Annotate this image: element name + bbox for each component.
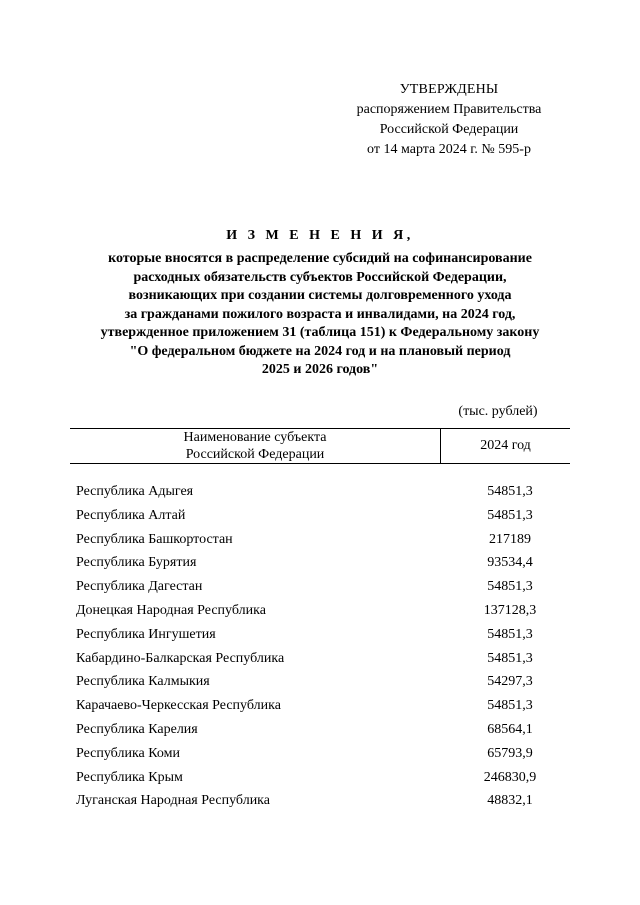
- subsidy-value: 217189: [489, 531, 531, 547]
- header-year: 2024 год: [480, 438, 531, 453]
- subsidy-value: 65793,9: [487, 745, 533, 761]
- header-subject-line-2: Российской Федерации: [185, 447, 325, 462]
- table-body: [76, 480, 570, 813]
- table-row: [76, 694, 570, 718]
- subtitle-line: которые вносятся в распределение субсидий на софинансирование: [108, 251, 532, 266]
- table-row: [76, 742, 570, 766]
- subsidy-value: 246830,9: [483, 769, 537, 785]
- subsidy-value: 93534,4: [487, 555, 533, 571]
- region-name: Луганская Народная Республика: [76, 793, 270, 809]
- subsidy-value: 54851,3: [487, 484, 533, 499]
- table-header: [70, 428, 570, 464]
- header-subject-name: [70, 429, 440, 463]
- table-row: [76, 789, 570, 813]
- subtitle-line: за гражданами пожилого возраста и инвалидами, на 2024 год,: [124, 306, 516, 322]
- header-subject-line-1: Наименование субъекта: [183, 430, 327, 445]
- table-row: [76, 623, 570, 647]
- subtitle-line: "О федеральном бюджете на 2024 год и на плановый период: [129, 343, 511, 359]
- region-name: Кабардино-Балкарская Республика: [76, 650, 285, 666]
- region-name: Республика Башкортостан: [76, 531, 233, 547]
- subsidy-value: 137128,3: [483, 602, 537, 618]
- document-title: И З М Е Н Е Н И Я,: [226, 228, 414, 243]
- units-label: (тыс. рублей): [458, 404, 538, 419]
- region-name: Республика Дагестан: [76, 579, 203, 595]
- table-row: [76, 551, 570, 575]
- approved-heading: УТВЕРЖДЕНЫ: [399, 82, 499, 97]
- approval-line-2: Российской Федерации: [379, 122, 519, 137]
- subtitle-line: утвержденное приложением 31 (таблица 151) к Федеральному закону: [100, 325, 540, 340]
- subtitle-line: возникающих при создании системы долговременного ухода: [128, 288, 512, 303]
- region-name: Республика Адыгея: [76, 484, 194, 499]
- subsidy-value: 48832,1: [487, 793, 533, 809]
- table-row: [76, 670, 570, 694]
- region-name: Республика Алтай: [76, 507, 186, 523]
- table-row: [76, 647, 570, 671]
- region-name: Республика Карелия: [76, 721, 198, 737]
- region-name: Донецкая Народная Республика: [76, 602, 266, 618]
- table-row: [76, 766, 570, 790]
- approval-line-3: от 14 марта 2024 г. № 595-р: [367, 142, 531, 157]
- region-name: Республика Калмыкия: [76, 674, 210, 690]
- subsidy-value: 54851,3: [487, 698, 533, 714]
- document-subtitle: [40, 250, 600, 380]
- subsidy-value: 54851,3: [487, 650, 533, 666]
- table-row: [76, 504, 570, 528]
- table-row: [76, 718, 570, 742]
- subtitle-line: 2025 и 2026 годов": [261, 362, 379, 377]
- region-name: Республика Коми: [76, 745, 180, 761]
- subtitle-line: расходных обязательств субъектов Российской Федерации,: [133, 269, 507, 285]
- subsidy-value: 54297,3: [487, 674, 533, 690]
- region-name: Республика Бурятия: [76, 555, 197, 571]
- approval-block: [340, 80, 558, 160]
- region-name: Республика Крым: [76, 769, 183, 785]
- region-name: Карачаево-Черкесская Республика: [76, 698, 281, 714]
- subsidy-value: 54851,3: [487, 579, 533, 595]
- table-row: [76, 575, 570, 599]
- table-row: [76, 480, 570, 504]
- subsidy-value: 54851,3: [487, 626, 533, 642]
- table-row: [76, 528, 570, 552]
- subsidy-value: 68564,1: [487, 721, 533, 737]
- approval-line-1: распоряжением Правительства: [356, 102, 542, 117]
- region-name: Республика Ингушетия: [76, 626, 216, 642]
- subsidy-value: 54851,3: [487, 507, 533, 523]
- table-row: [76, 599, 570, 623]
